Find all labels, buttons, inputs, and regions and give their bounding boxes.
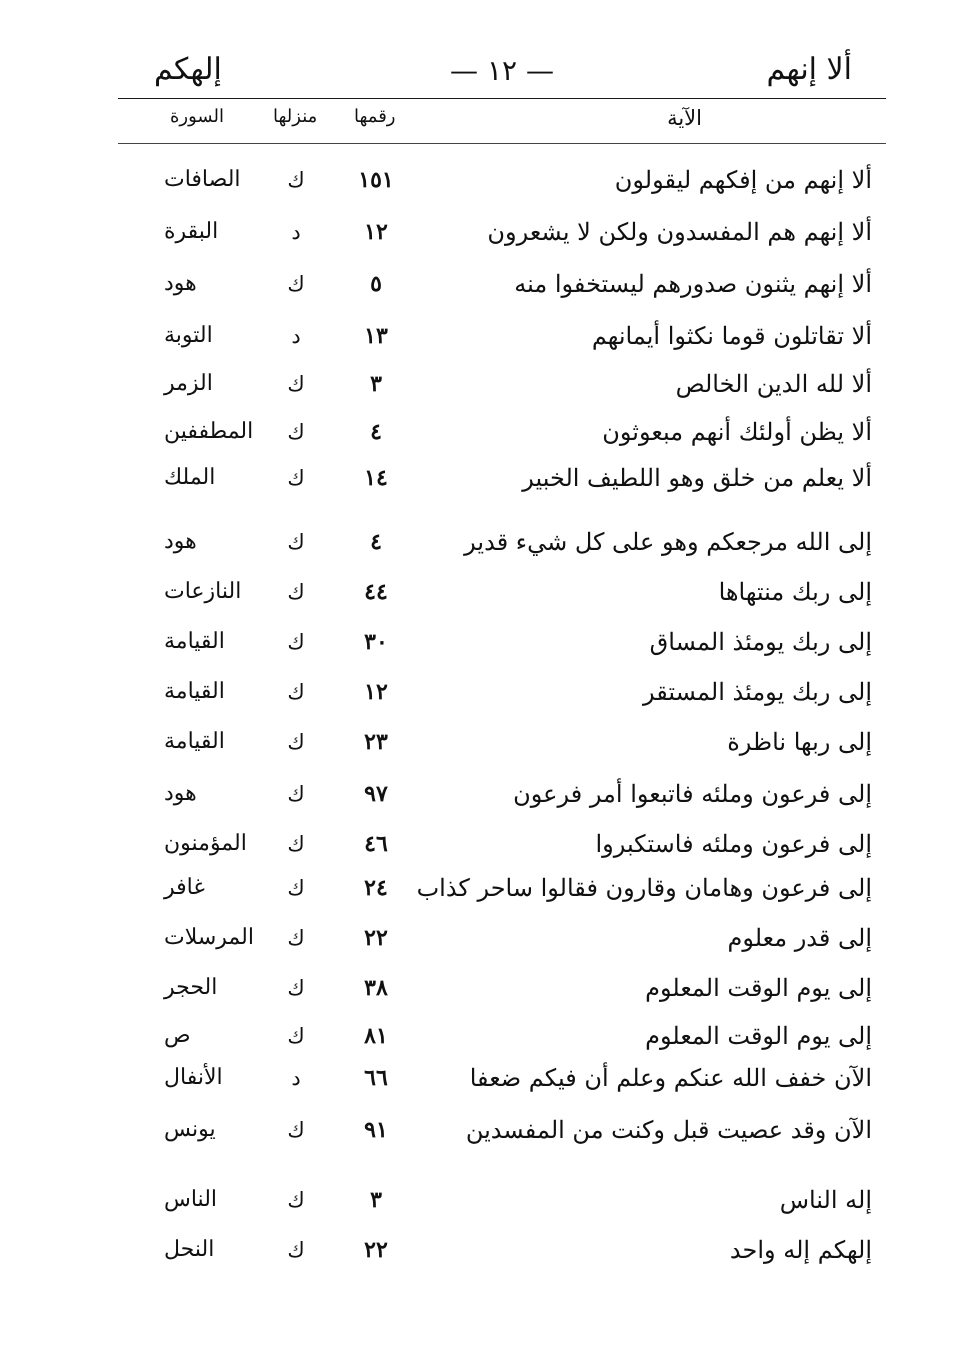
ayah-text: ألا يظن أولئك أنهم مبعوثون [602, 418, 872, 446]
ayah-number: ١٢ [364, 219, 388, 245]
revelation-place: ك [287, 782, 305, 806]
revelation-place: ك [287, 168, 305, 192]
ayah-number: ٣٨ [364, 975, 388, 1001]
index-entry-row [118, 362, 886, 406]
index-entry-row [118, 772, 886, 816]
ayah-text: إلى الله مرجعكم وهو على كل شيء قدير [464, 528, 872, 556]
ayah-text: ألا تقاتلون قوما نكثوا أيمانهم [591, 322, 872, 350]
index-entry-row [118, 1178, 886, 1222]
ayah-number: ٢٢ [364, 1237, 388, 1263]
ayah-text: إلهكم إله واحد [729, 1236, 872, 1264]
index-entry-row [118, 456, 886, 500]
place-column-heading: منزلها [273, 106, 318, 127]
revelation-place: ك [287, 926, 305, 950]
ayah-text: إلى ربك منتهاها [718, 578, 872, 606]
ayah-number: ٢٢ [364, 925, 388, 951]
index-entry-row [118, 966, 886, 1010]
left-catchword: إلهكم [154, 52, 222, 87]
revelation-place: ك [287, 630, 305, 654]
ayah-number: ٣ [370, 1187, 382, 1213]
surah-name: المرسلات [164, 925, 254, 950]
ayah-number: ٢٤ [364, 875, 388, 901]
right-catchword: ألا إنهم [766, 52, 852, 87]
surah-name: الأنفال [164, 1065, 223, 1090]
surah-name: النحل [164, 1237, 215, 1262]
ayah-text: إله الناس [779, 1186, 872, 1214]
surah-name: هود [164, 781, 197, 806]
ayah-text: إلى ربك يومئذ المساق [649, 628, 872, 656]
surah-name: الزمر [164, 371, 213, 396]
surah-name: النازعات [164, 579, 242, 604]
ayah-text: إلى ربك يومئذ المستقر [642, 678, 872, 706]
index-entry-row [118, 1228, 886, 1272]
index-entry-row [118, 158, 886, 202]
ayah-number: ٤ [370, 419, 382, 445]
surah-name: هود [164, 271, 197, 296]
number-column-heading: رقمها [354, 106, 396, 127]
index-entry-row [118, 916, 886, 960]
surah-name: يونس [164, 1117, 216, 1142]
surah-name: القيامة [164, 729, 225, 754]
index-entry-row [118, 210, 886, 254]
revelation-place: ك [287, 730, 305, 754]
ayah-column-heading: الآية [667, 106, 702, 130]
index-entry-row [118, 720, 886, 764]
surah-name: المؤمنون [164, 831, 247, 856]
ayah-number: ٤٦ [364, 831, 388, 857]
surah-name: القيامة [164, 679, 225, 704]
surah-name: ص [164, 1023, 191, 1048]
index-entry-row [118, 570, 886, 614]
ayah-text: ألا يعلم من خلق وهو اللطيف الخبير [522, 464, 872, 492]
ayah-number: ١٥١ [358, 167, 394, 193]
ayah-number: ٢٣ [364, 729, 388, 755]
ayah-number: ٤ [370, 529, 382, 555]
index-entry-row [118, 1014, 886, 1058]
surah-name: القيامة [164, 629, 225, 654]
surah-name: البقرة [164, 219, 219, 244]
revelation-place: ك [287, 272, 305, 296]
revelation-place: ك [287, 420, 305, 444]
surah-name: المطففين [164, 419, 254, 444]
index-entry-row [118, 520, 886, 564]
revelation-place: ك [287, 832, 305, 856]
ayah-text: إلى يوم الوقت المعلوم [645, 974, 872, 1002]
ayah-number: ٣ [370, 371, 382, 397]
index-entry-row [118, 262, 886, 306]
revelation-place: ك [287, 1118, 305, 1142]
ayah-text: ألا لله الدين الخالص [675, 370, 872, 398]
index-entry-row [118, 1056, 886, 1100]
index-entries [118, 0, 886, 1369]
surah-name: الحجر [164, 975, 218, 1000]
revelation-place: د [291, 1066, 301, 1090]
revelation-place: د [291, 220, 301, 244]
revelation-place: ك [287, 372, 305, 396]
ayah-number: ١٢ [364, 679, 388, 705]
index-entry-row [118, 822, 886, 866]
ayah-number: ٨١ [364, 1023, 388, 1049]
ayah-text: ألا إنهم من إفكهم ليقولون [614, 166, 872, 194]
ayah-number: ٦٦ [364, 1065, 388, 1091]
surah-name: الناس [164, 1187, 218, 1212]
index-entry-row [118, 314, 886, 358]
surah-name: الملك [164, 465, 216, 490]
surah-column-heading: السورة [170, 106, 224, 127]
ayah-number: ١٤ [364, 465, 388, 491]
ayah-number: ٩٧ [364, 781, 388, 807]
ayah-number: ٩١ [364, 1117, 388, 1143]
ayah-text: إلى يوم الوقت المعلوم [645, 1022, 872, 1050]
ayah-number: ٣٠ [364, 629, 388, 655]
revelation-place: ك [287, 976, 305, 1000]
ayah-text: ألا إنهم يثنون صدورهم ليستخفوا منه [514, 270, 872, 298]
ayah-number: ٥ [370, 271, 382, 297]
ayah-text: ألا إنهم هم المفسدون ولكن لا يشعرون [487, 218, 872, 246]
index-entry-row [118, 1108, 886, 1152]
ayah-text: إلى ربها ناظرة [727, 728, 872, 756]
revelation-place: ك [287, 1238, 305, 1262]
surah-name: الصافات [164, 167, 241, 192]
surah-name: التوبة [164, 323, 213, 348]
ayah-text: إلى فرعون وملئه فاتبعوا أمر فرعون [513, 780, 872, 808]
ayah-number: ٤٤ [364, 579, 388, 605]
ayah-text: الآن خفف الله عنكم وعلم أن فيكم ضعفا [469, 1064, 872, 1092]
ayah-text: إلى فرعون وملئه فاستكبروا [595, 830, 872, 858]
index-entry-row [118, 866, 886, 910]
revelation-place: ك [287, 466, 305, 490]
revelation-place: ك [287, 530, 305, 554]
page-number: — ١٢ — [450, 54, 554, 87]
ayah-number: ١٣ [364, 323, 388, 349]
ayah-text: إلى قدر معلوم [727, 924, 872, 952]
revelation-place: ك [287, 680, 305, 704]
surah-name: غافر [164, 875, 205, 900]
ayah-text: الآن وقد عصيت قبل وكنت من المفسدين [465, 1116, 872, 1144]
index-entry-row [118, 410, 886, 454]
revelation-place: ك [287, 1024, 305, 1048]
index-entry-row [118, 670, 886, 714]
index-entry-row [118, 620, 886, 664]
surah-name: هود [164, 529, 197, 554]
revelation-place: ك [287, 580, 305, 604]
revelation-place: د [291, 324, 301, 348]
ayah-text: إلى فرعون وهامان وقارون فقالوا ساحر كذاب [416, 874, 872, 902]
revelation-place: ك [287, 1188, 305, 1212]
revelation-place: ك [287, 876, 305, 900]
